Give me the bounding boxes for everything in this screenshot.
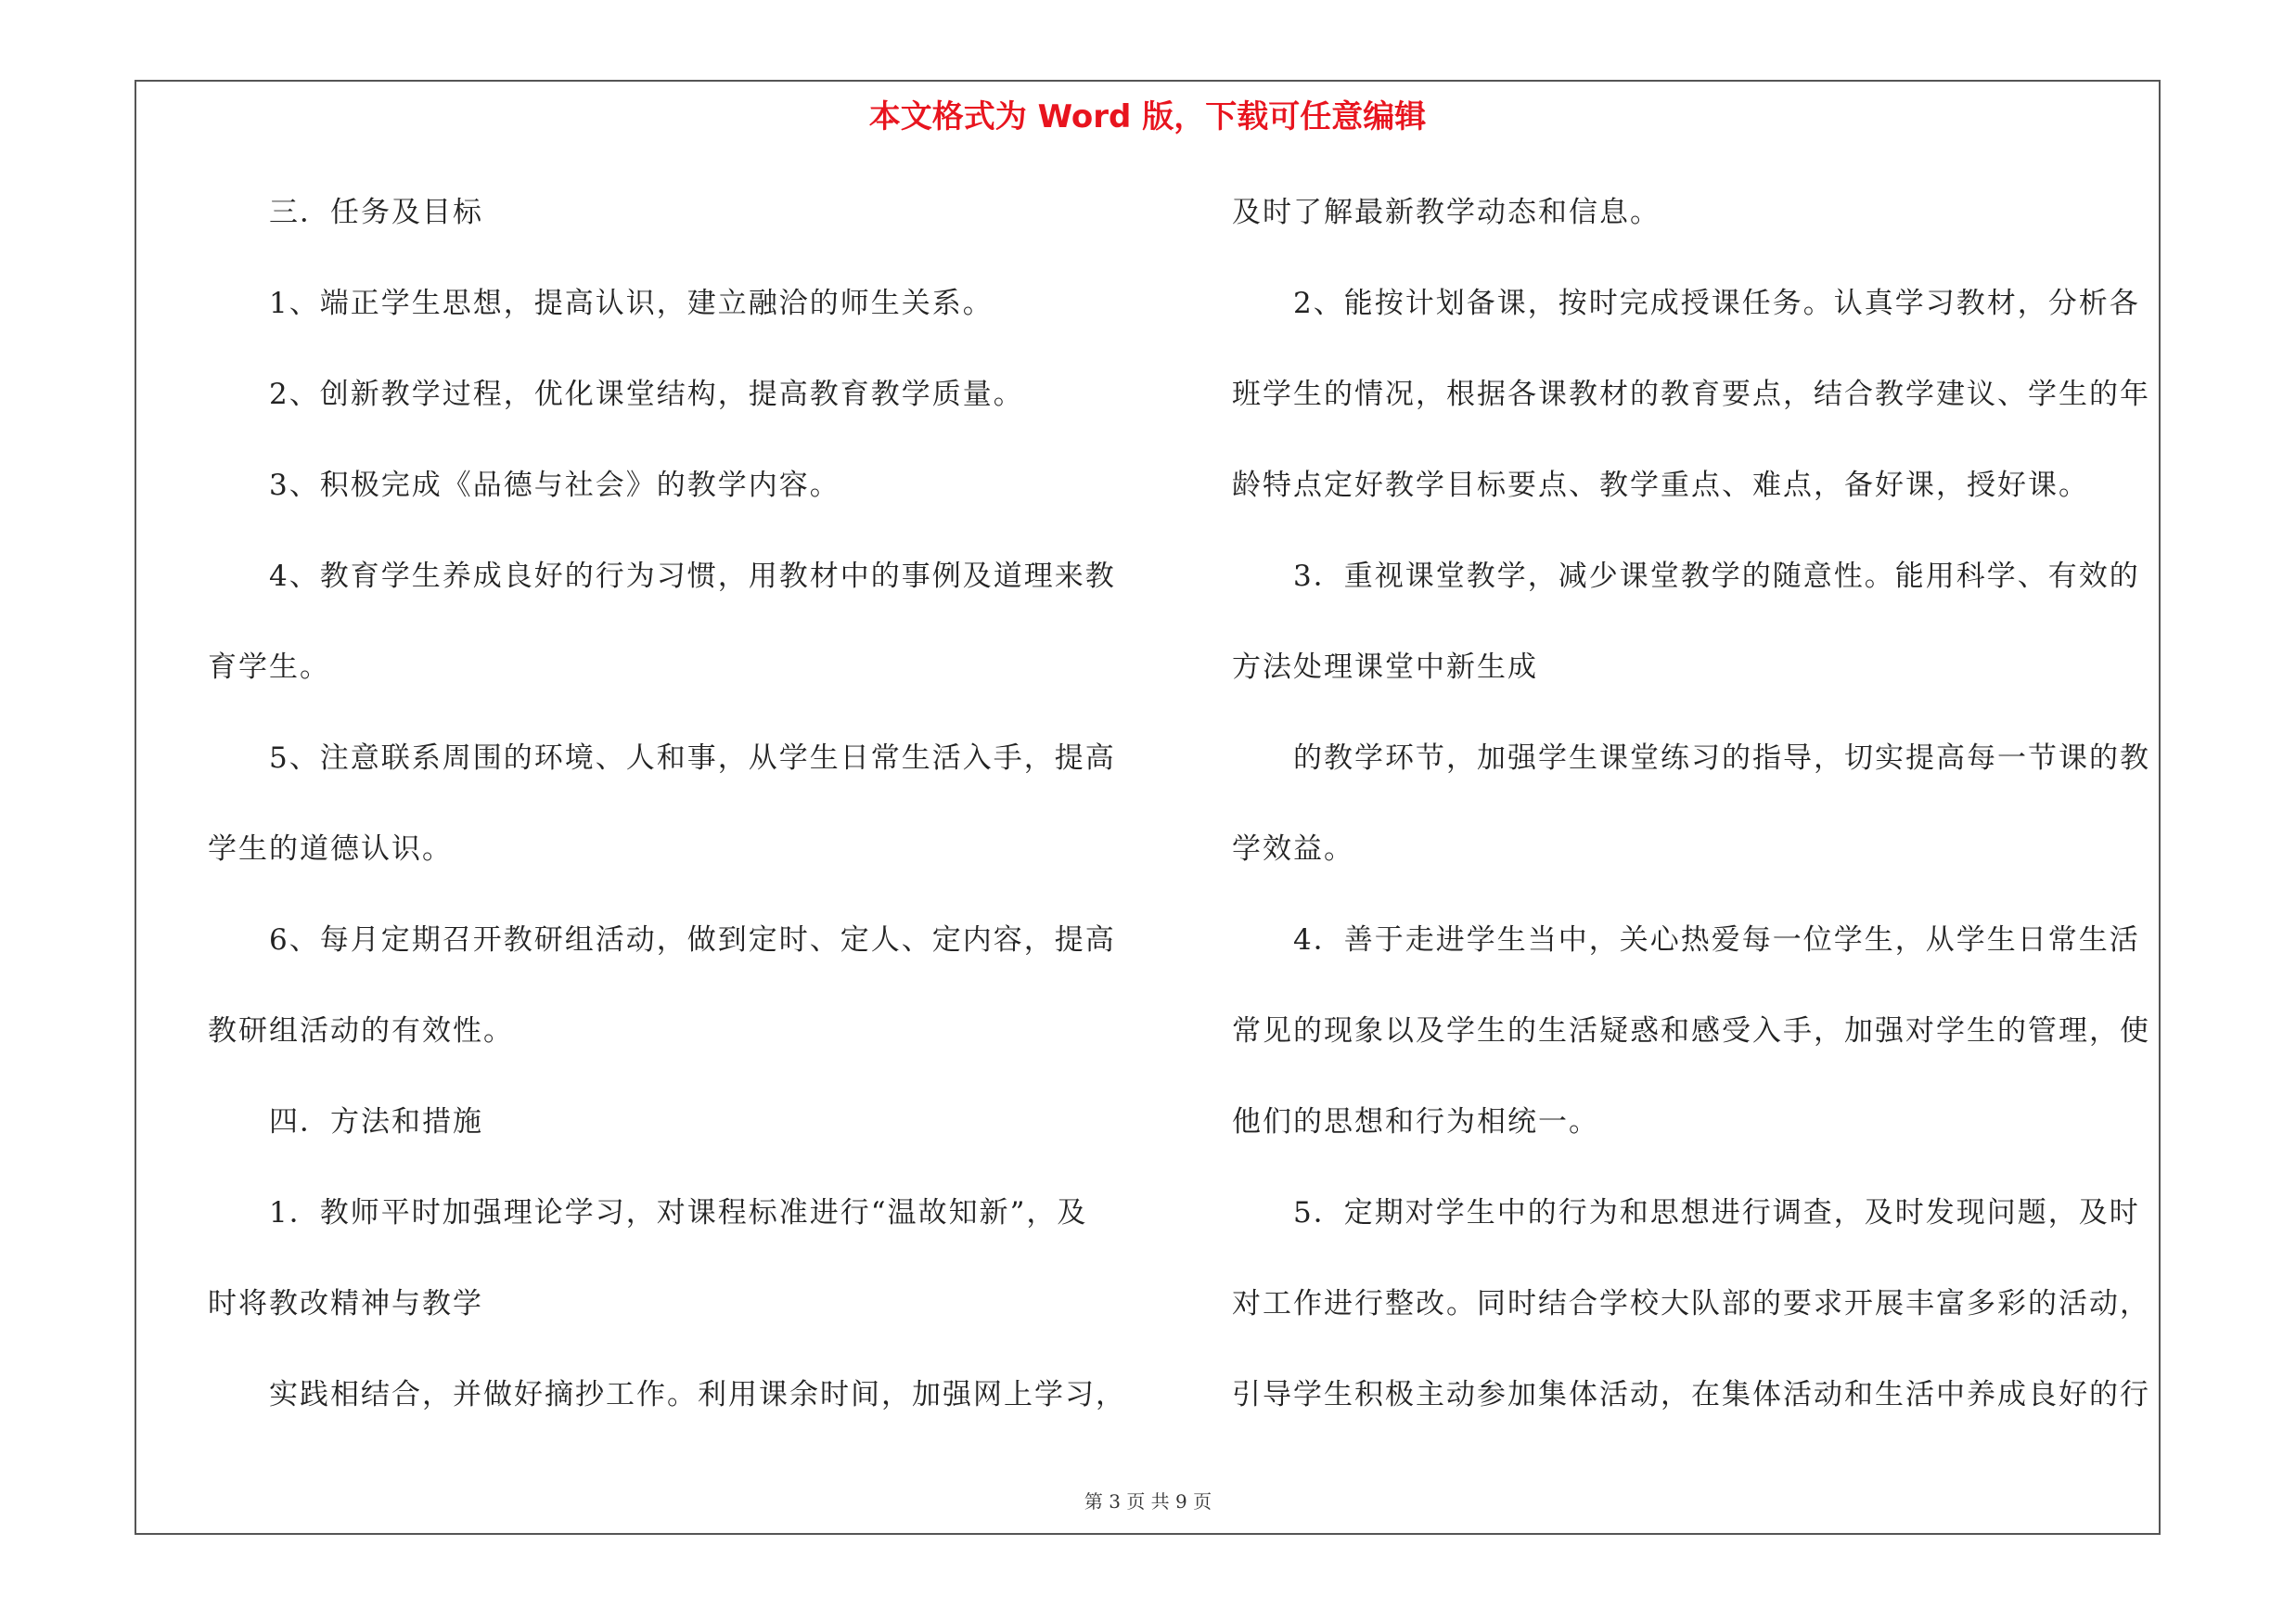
text-line: 1、端正学生思想，提高认识，建立融洽的师生关系。 bbox=[208, 287, 994, 320]
page-number-footer: 第 3 页 共 9 页 bbox=[1084, 1490, 1212, 1513]
text-line: 班学生的情况，根据各课教材的教育要点，结合教学建议、学生的年 bbox=[1232, 378, 2150, 411]
text-line: 的教学环节，加强学生课堂练习的指导，切实提高每一节课的教 bbox=[1232, 741, 2150, 775]
text-line: 对工作进行整改。同时结合学校大队部的要求开展丰富多彩的活动， bbox=[1232, 1287, 2150, 1320]
text-line: 四．方法和措施 bbox=[208, 1105, 483, 1139]
text-line: 实践相结合，并做好摘抄工作。利用课余时间，加强网上学习， bbox=[208, 1378, 1126, 1411]
text-line: 时将教改精神与教学 bbox=[208, 1287, 483, 1320]
text-line: 学生的道德认识。 bbox=[208, 832, 453, 866]
text-line: 他们的思想和行为相统一。 bbox=[1232, 1105, 1599, 1139]
text-line: 三．任务及目标 bbox=[208, 196, 483, 229]
text-line: 5、注意联系周围的环境、人和事，从学生日常生活入手，提高 bbox=[208, 741, 1116, 775]
text-line: 方法处理课堂中新生成 bbox=[1232, 650, 1538, 684]
text-line: 6、每月定期召开教研组活动，做到定时、定人、定内容，提高 bbox=[208, 923, 1116, 957]
text-line: 2、能按计划备课，按时完成授课任务。认真学习教材，分析各 bbox=[1232, 287, 2140, 320]
page-frame bbox=[135, 80, 2161, 1535]
text-line: 5．定期对学生中的行为和思想进行调查，及时发现问题，及时 bbox=[1232, 1196, 2140, 1230]
header-banner: 本文格式为 Word 版，下载可任意编辑 bbox=[868, 98, 1427, 135]
text-line: 及时了解最新教学动态和信息。 bbox=[1232, 196, 1661, 229]
text-line: 引导学生积极主动参加集体活动，在集体活动和生活中养成良好的行 bbox=[1232, 1378, 2150, 1411]
text-line: 3、积极完成《品德与社会》的教学内容。 bbox=[208, 469, 840, 502]
text-line: 3．重视课堂教学，减少课堂教学的随意性。能用科学、有效的 bbox=[1232, 560, 2140, 593]
text-line: 4、教育学生养成良好的行为习惯，用教材中的事例及道理来教 bbox=[208, 560, 1116, 593]
text-line: 2、创新教学过程，优化课堂结构，提高教育教学质量。 bbox=[208, 378, 1024, 411]
text-line: 教研组活动的有效性。 bbox=[208, 1014, 514, 1048]
text-line: 育学生。 bbox=[208, 650, 330, 684]
text-line: 学效益。 bbox=[1232, 832, 1354, 866]
text-line: 常见的现象以及学生的生活疑惑和感受入手，加强对学生的管理，使 bbox=[1232, 1014, 2150, 1048]
text-line: 龄特点定好教学目标要点、教学重点、难点，备好课，授好课。 bbox=[1232, 469, 2089, 502]
text-line: 4．善于走进学生当中，关心热爱每一位学生，从学生日常生活 bbox=[1232, 923, 2140, 957]
text-line: 1．教师平时加强理论学习，对课程标准进行“温故知新”，及 bbox=[208, 1196, 1088, 1230]
